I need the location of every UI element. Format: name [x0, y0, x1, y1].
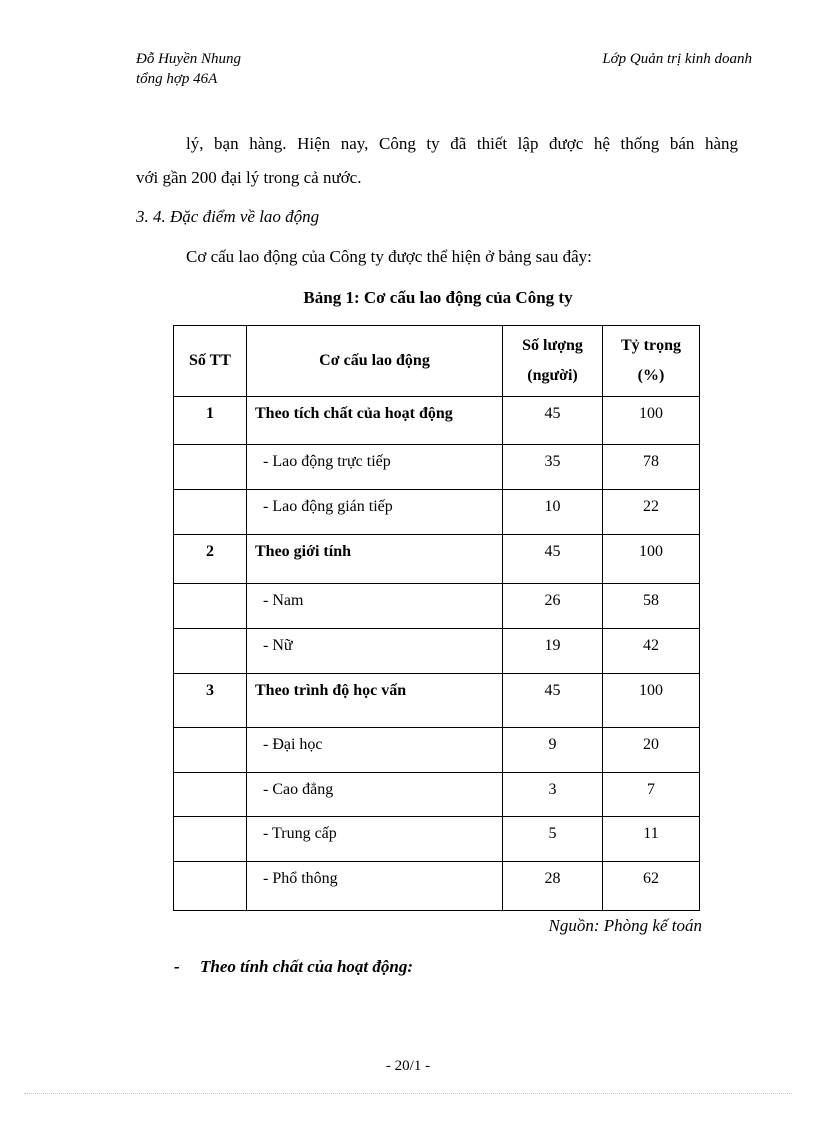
table-row — [174, 862, 700, 911]
table-row — [174, 773, 700, 817]
table-row — [174, 397, 700, 445]
paragraph-sales-network — [136, 127, 738, 195]
row-stt — [174, 773, 246, 781]
paragraph-line-1: lý, bạn hàng. Hiện nay, Công ty đã thiết lập được hệ thống bán hàng — [186, 134, 738, 153]
row-label: - Lao động trực tiếp — [263, 453, 391, 470]
class-line: tổng hợp 46A — [136, 71, 218, 87]
table-row — [174, 584, 700, 629]
table-header-row — [174, 326, 700, 397]
row-label: - Lao động gián tiếp — [263, 498, 393, 515]
header-stt: Số TT — [174, 326, 247, 397]
row-count: 26 — [544, 592, 561, 609]
table-row — [174, 728, 700, 773]
labor-structure-table — [173, 325, 700, 911]
row-count: 35 — [544, 453, 561, 470]
bullet-heading — [174, 955, 413, 979]
row-count: 9 — [548, 736, 557, 753]
row-count: 28 — [544, 870, 561, 887]
table-row — [174, 817, 700, 862]
row-stt: 1 — [206, 405, 214, 422]
row-count: 45 — [544, 543, 561, 560]
bullet-dash: - — [174, 957, 180, 976]
header-count-line1: Số lượng — [522, 337, 583, 354]
header-left — [136, 49, 241, 89]
table-intro: Cơ cấu lao động của Công ty được thể hiện ở bảng sau đây: — [186, 247, 592, 266]
header-course: Lớp Quản trị kinh doanh — [602, 51, 752, 67]
row-ratio: 100 — [639, 405, 663, 422]
row-stt: 3 — [206, 682, 214, 699]
table-row — [174, 629, 700, 674]
row-count: 3 — [548, 781, 557, 798]
header-count — [503, 326, 603, 397]
paragraph-line-2: với gần 200 đại lý trong cả nước. — [136, 168, 362, 187]
row-label: Theo trình độ học vấn — [255, 682, 407, 699]
row-count: 10 — [544, 498, 561, 515]
row-ratio: 78 — [643, 453, 659, 470]
author-name: Đỗ Huyền Nhung — [136, 51, 241, 67]
row-label: - Trung cấp — [263, 825, 337, 842]
page-number: - 20/1 - — [385, 1058, 431, 1074]
row-count: 19 — [544, 637, 561, 654]
header-structure: Cơ cấu lao động — [247, 326, 503, 397]
row-label: - Đại học — [263, 736, 323, 753]
row-count: 5 — [548, 825, 557, 842]
row-ratio: 22 — [643, 498, 659, 515]
header-count-line2: (người) — [527, 367, 578, 384]
row-ratio: 62 — [643, 870, 659, 887]
bullet-text: Theo tính chất của hoạt động: — [200, 957, 414, 976]
row-stt: 2 — [206, 543, 214, 560]
table-row — [174, 445, 700, 490]
row-ratio: 100 — [639, 543, 663, 560]
row-label: - Nữ — [263, 637, 293, 654]
row-label: Theo giới tính — [255, 543, 351, 560]
row-ratio: 11 — [643, 825, 659, 842]
row-stt — [174, 490, 246, 498]
row-count: 45 — [544, 405, 561, 422]
row-label: Theo tích chất của hoạt động — [255, 405, 453, 422]
row-label: - Phổ thông — [263, 870, 338, 887]
row-stt — [174, 445, 246, 453]
row-label: - Nam — [263, 592, 304, 609]
row-stt — [174, 862, 246, 870]
table-caption: Bảng 1: Cơ cấu lao động của Công ty — [303, 288, 573, 307]
row-label: - Cao đẳng — [263, 781, 334, 798]
table-row — [174, 674, 700, 728]
header-ratio-line2: (%) — [637, 367, 665, 384]
row-stt — [174, 728, 246, 736]
row-ratio: 7 — [647, 781, 655, 798]
header-ratio — [603, 326, 700, 397]
row-ratio: 58 — [643, 592, 659, 609]
row-stt — [174, 584, 246, 592]
row-stt — [174, 817, 246, 825]
row-stt — [174, 629, 246, 637]
row-ratio: 20 — [643, 736, 659, 753]
row-ratio: 42 — [643, 637, 659, 654]
header-ratio-line1: Tỷ trọng — [621, 337, 681, 354]
table-source: Nguồn: Phòng kế toán — [548, 916, 702, 935]
table-row — [174, 490, 700, 535]
row-ratio: 100 — [639, 682, 663, 699]
section-heading: 3. 4. Đặc điểm về lao động — [136, 207, 320, 226]
footer-divider — [24, 1093, 792, 1094]
row-count: 45 — [544, 682, 561, 699]
table-row — [174, 535, 700, 584]
